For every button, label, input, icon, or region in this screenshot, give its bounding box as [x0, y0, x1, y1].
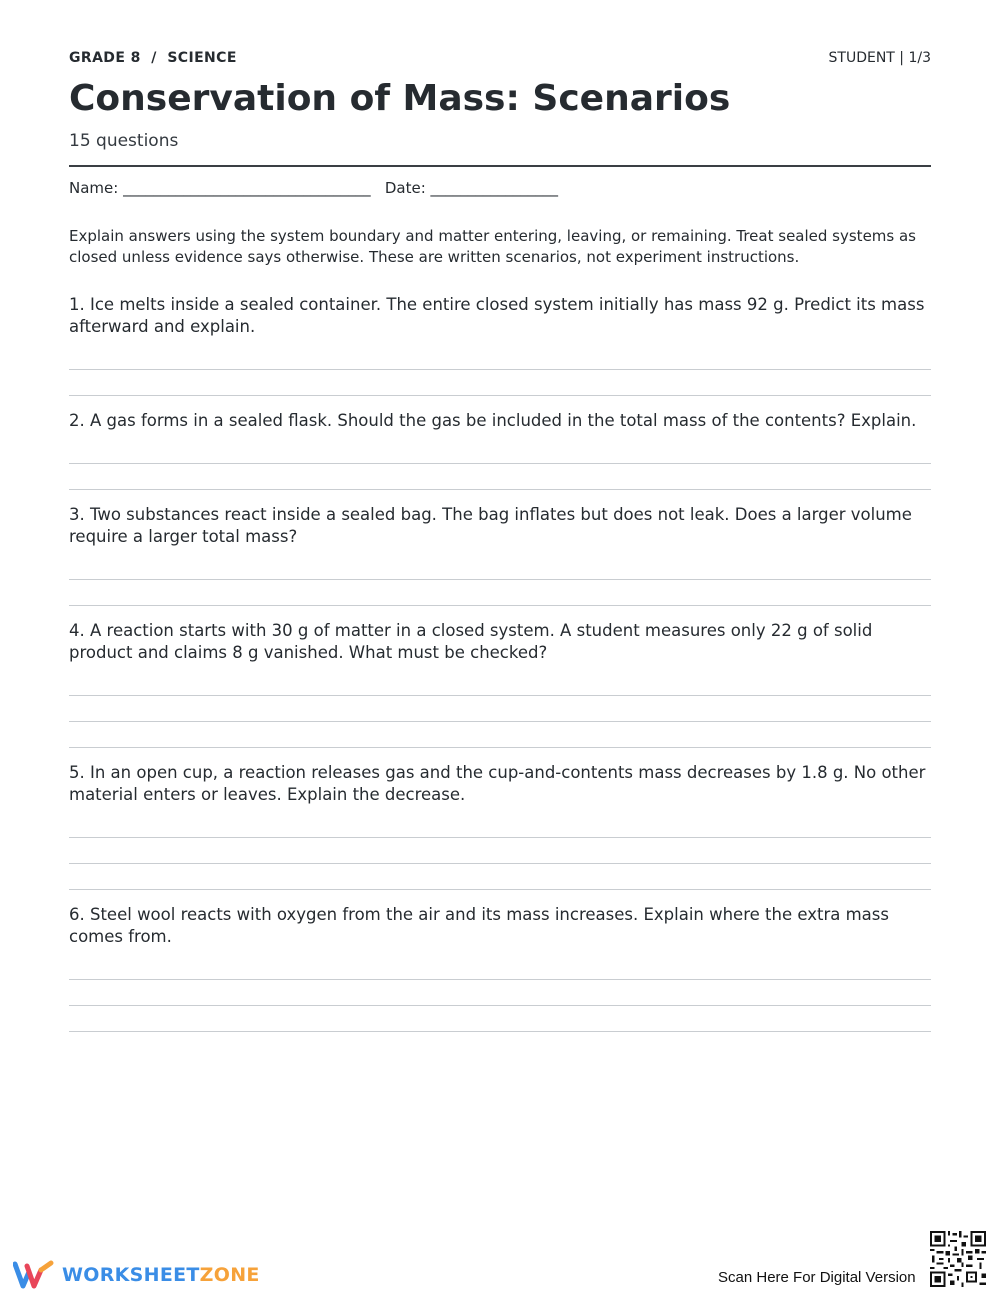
question-text: 2. A gas forms in a sealed flask. Should the gas be included in the total mass of the contents? Explain.: [69, 411, 917, 430]
question-text: 1. Ice melts inside a sealed container. The entire closed system initially has mass 92 g. Predict its mass afterward and explain.: [69, 295, 925, 336]
logo-wordmark-part2: ZONE: [199, 1264, 260, 1286]
grade-subject-label: GRADE 8 / SCIENCE: [69, 50, 237, 66]
logo-wordmark: [62, 1264, 260, 1286]
question-6: [69, 904, 931, 948]
answer-line[interactable]: [69, 747, 931, 748]
question-1: [69, 294, 931, 338]
header-row: [69, 50, 931, 70]
qr-code-icon[interactable]: [930, 1231, 986, 1287]
question-3: [69, 504, 931, 548]
question-2: [69, 410, 931, 432]
answer-line[interactable]: [69, 605, 931, 606]
answer-line[interactable]: [69, 369, 931, 370]
answer-line[interactable]: [69, 837, 931, 838]
header-divider: [69, 165, 931, 167]
answer-line[interactable]: [69, 463, 931, 464]
answer-line[interactable]: [69, 721, 931, 722]
name-date-fields[interactable]: Name: _________________________________ Date: _________________: [69, 179, 559, 197]
question-text: 6. Steel wool reacts with oxygen from the air and its mass increases. Explain where the extra mass comes from.: [69, 905, 889, 946]
question-count: 15 questions: [69, 131, 179, 151]
answer-line[interactable]: [69, 395, 931, 396]
answer-line[interactable]: [69, 1005, 931, 1006]
question-text: 5. In an open cup, a reaction releases gas and the cup-and-contents mass decreases by 1.8 g. No other material enters or leaves. Explain the decrease.: [69, 763, 926, 804]
student-page-label: STUDENT | 1/3: [828, 50, 931, 66]
answer-line[interactable]: [69, 1031, 931, 1032]
worksheetzone-logo-icon: [13, 1260, 55, 1290]
question-text: 3. Two substances react inside a sealed bag. The bag inflates but does not leak. Does a larger volume require a larger total mass?: [69, 505, 912, 546]
question-5: [69, 762, 931, 806]
question-text: 4. A reaction starts with 30 g of matter in a closed system. A student measures only 22 g of solid product and claims 8 g vanished. What must be checked?: [69, 621, 873, 662]
page-title: Conservation of Mass: Scenarios: [69, 78, 731, 119]
answer-line[interactable]: [69, 579, 931, 580]
scan-caption: Scan Here For Digital Version: [718, 1269, 916, 1286]
question-4: [69, 620, 931, 664]
worksheetzone-logo[interactable]: [13, 1260, 260, 1290]
answer-line[interactable]: [69, 863, 931, 864]
answer-line[interactable]: [69, 695, 931, 696]
instructions-text: Explain answers using the system boundary and matter entering, leaving, or remaining. Treat sealed systems as closed unless evidence says otherwise. These are written scenarios, not experiment instructions.: [69, 227, 916, 266]
logo-wordmark-part1: WORKSHEET: [62, 1264, 200, 1286]
answer-line[interactable]: [69, 979, 931, 980]
answer-line[interactable]: [69, 889, 931, 890]
answer-line[interactable]: [69, 489, 931, 490]
